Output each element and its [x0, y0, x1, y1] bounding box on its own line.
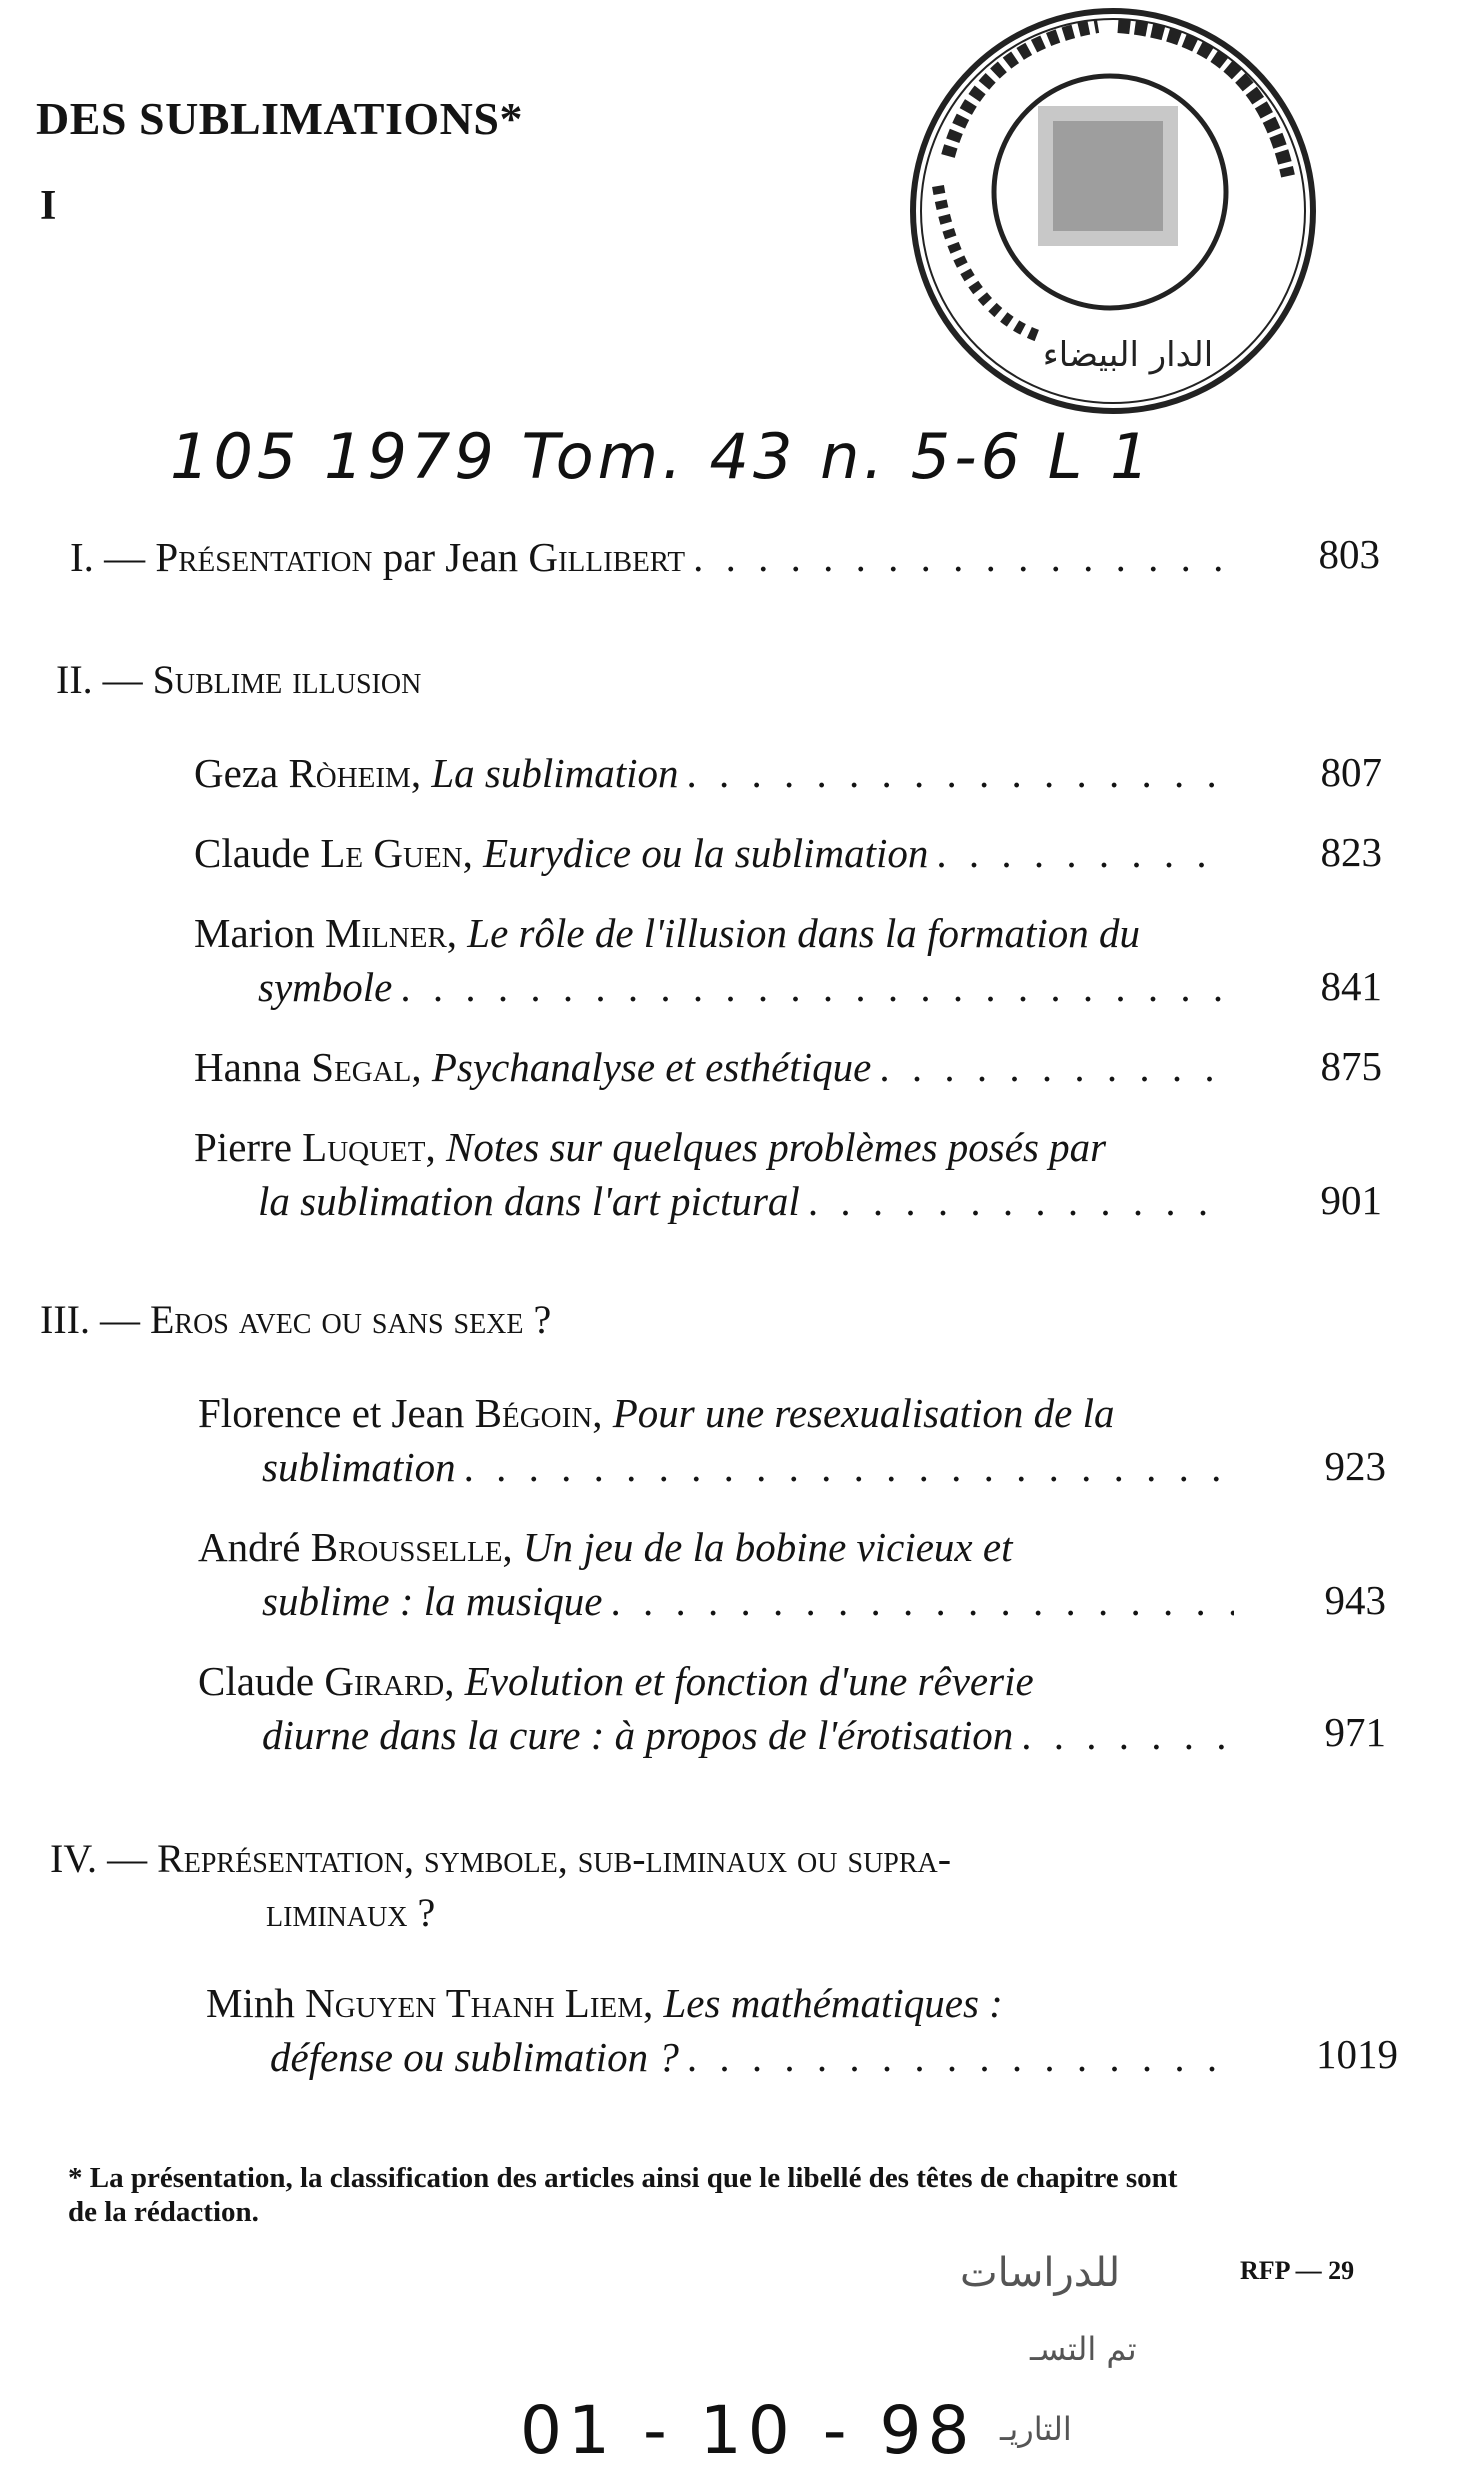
- author-first: Geza: [194, 750, 289, 796]
- author-last: Bégoin,: [474, 1390, 603, 1436]
- author-first: Pierre: [194, 1124, 303, 1170]
- footnote-cont: de la rédaction.: [68, 2196, 259, 2228]
- author-first: Minh: [206, 1980, 306, 2026]
- article-title-cont: diurne dans la cure : à propos de l'érotisation: [262, 1712, 1014, 1758]
- stamp-text-arabic: للدراسات: [960, 2250, 1121, 2296]
- toc-entry: [194, 1120, 1230, 1228]
- dot-leader: [687, 2030, 1240, 2084]
- stamp-text-arabic: التاريـ: [1000, 2410, 1072, 2448]
- article-title: Un jeu de la bobine vicieux et: [522, 1524, 1013, 1570]
- footnote: * La présentation, la classification des articles ainsi que le libellé des têtes de chapitre sont: [68, 2162, 1178, 2194]
- section-dash: —: [102, 657, 143, 702]
- page-number: 841: [1320, 963, 1382, 1009]
- toc-entry: [198, 1520, 1234, 1628]
- page-number: 901: [1320, 1177, 1382, 1223]
- author-last: Ròheim,: [288, 750, 422, 796]
- dot-leader: [879, 1040, 1230, 1094]
- section-dash: —: [99, 1297, 140, 1342]
- handwritten-reference: 105 1979 Tom. 43 n. 5-6 L 1: [170, 420, 1154, 493]
- toc-entry: [198, 1386, 1234, 1494]
- article-title: Eurydice ou la sublimation: [483, 830, 929, 876]
- section-heading: Sublime illusion: [152, 657, 422, 702]
- dot-leader: [936, 826, 1230, 880]
- page-number: 803: [1318, 531, 1380, 577]
- author-first: Hanna: [194, 1044, 312, 1090]
- toc-entry: [194, 1040, 1230, 1094]
- part-number: I: [40, 183, 57, 229]
- author-last: Luquet,: [302, 1124, 436, 1170]
- article-title: Psychanalyse et esthétique: [431, 1044, 872, 1090]
- dot-leader: [808, 1174, 1230, 1228]
- author-last: Girard,: [324, 1658, 455, 1704]
- section-by: par Jean: [372, 534, 529, 580]
- page-number: 943: [1324, 1577, 1386, 1623]
- dot-leader: [1021, 1708, 1234, 1762]
- article-title-cont: symbole: [258, 964, 393, 1010]
- section-number: II.: [56, 657, 93, 702]
- article-title: Les mathématiques :: [663, 1980, 1003, 2026]
- article-title: La sublimation: [431, 750, 679, 796]
- author-first: Claude: [194, 830, 321, 876]
- section-number: III.: [40, 1297, 90, 1342]
- article-title: Pour une resexualisation de la: [612, 1390, 1115, 1436]
- page-number: 807: [1320, 749, 1382, 795]
- author-last: Milner,: [324, 910, 458, 956]
- dot-leader: [611, 1574, 1235, 1628]
- dot-leader: [400, 960, 1230, 1014]
- author-last: Le Guen,: [320, 830, 473, 876]
- dot-leader: [687, 746, 1230, 800]
- section-heading: Eros avec ou sans sexe ?: [149, 1297, 552, 1342]
- section-dash: —: [104, 534, 146, 580]
- toc-entry: [194, 746, 1230, 800]
- toc-entry: [198, 1654, 1234, 1762]
- dot-leader: [464, 1440, 1234, 1494]
- toc-entry: [194, 826, 1230, 880]
- article-title-cont: la sublimation dans l'art pictural: [258, 1178, 800, 1224]
- toc-section-2-heading: [56, 656, 421, 703]
- section-author: Gillibert: [528, 534, 686, 580]
- page-number: 923: [1324, 1443, 1386, 1489]
- section-heading: Présentation: [155, 534, 373, 580]
- article-title-cont: sublimation: [262, 1444, 456, 1490]
- section-heading: Représentation, symbole, sub-liminaux ou supra-: [157, 1836, 952, 1881]
- toc-section-1: [70, 530, 1230, 584]
- toc-section-4-heading: [50, 1832, 1250, 1940]
- toc-section-3-heading: [40, 1296, 551, 1343]
- section-heading-cont: liminaux ?: [266, 1890, 436, 1935]
- toc-entry: [206, 1976, 1240, 2084]
- section-dash: —: [107, 1836, 148, 1881]
- dot-leader: [693, 530, 1230, 584]
- page-number: 823: [1320, 829, 1382, 875]
- article-title-cont: sublime : la musique: [262, 1578, 603, 1624]
- page-number: 971: [1324, 1709, 1386, 1755]
- article-title: Notes sur quelques problèmes posés par: [445, 1124, 1107, 1170]
- document-title: DES SUBLIMATIONS*: [36, 93, 523, 144]
- author-first: Marion: [194, 910, 325, 956]
- section-number: IV.: [50, 1836, 98, 1881]
- article-title-cont: défense ou sublimation ?: [270, 2034, 679, 2080]
- author-last: Brousselle,: [310, 1524, 513, 1570]
- article-title: Le rôle de l'illusion dans la formation du: [467, 910, 1141, 956]
- author-first: André: [198, 1524, 311, 1570]
- toc-entry: [194, 906, 1230, 1014]
- article-title: Evolution et fonction d'une rêverie: [464, 1658, 1034, 1704]
- library-stamp: [878, 6, 1360, 424]
- author-first: Florence et Jean: [198, 1390, 475, 1436]
- author-last: Nguyen Thanh Liem,: [305, 1980, 654, 2026]
- author-last: Segal,: [311, 1044, 422, 1090]
- page-number: 875: [1320, 1043, 1382, 1089]
- svg-text:الدار البيضاء: الدار البيضاء: [1042, 335, 1214, 375]
- section-number: I.: [70, 534, 94, 580]
- author-first: Claude: [198, 1658, 325, 1704]
- page-folio: RFP — 29: [1240, 2256, 1355, 2285]
- page-number: 1019: [1316, 2031, 1398, 2077]
- handwritten-date: 01 - 10 - 98: [520, 2392, 976, 2469]
- stamp-text-arabic: تم التسـ: [1030, 2330, 1137, 2368]
